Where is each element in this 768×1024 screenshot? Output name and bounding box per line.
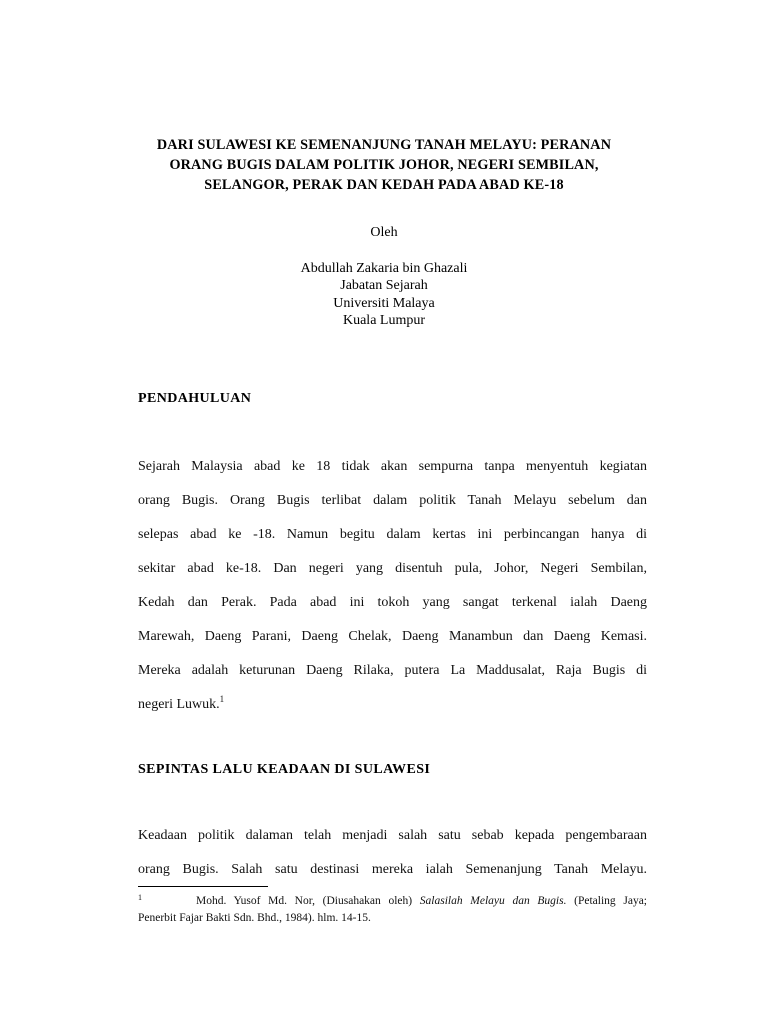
- author-name: Abdullah Zakaria bin Ghazali: [300, 260, 468, 276]
- footnote-line-2: Penerbit Fajar Bakti Sdn. Bhd., 1984). hlm. 14-15.: [138, 912, 371, 924]
- document-title: [120, 135, 648, 195]
- paragraph-line: Marewah, Daeng Parani, Daeng Chelak, Daeng Manambun dan Daeng Kemasi.: [138, 629, 647, 644]
- author-university: Universiti Malaya: [333, 295, 435, 311]
- author-department: Jabatan Sejarah: [340, 278, 428, 293]
- author-city: Kuala Lumpur: [342, 313, 426, 328]
- paragraph-line: orang Bugis. Salah satu destinasi mereka ialah Semenanjung Tanah Melayu.: [138, 862, 647, 877]
- footnote-number: 1: [138, 893, 142, 902]
- section-heading-sulawesi: SEPINTAS LALU KEADAAN DI SULAWESI: [138, 762, 431, 777]
- footnote: [138, 889, 647, 927]
- title-line-2: ORANG BUGIS DALAM POLITIK JOHOR, NEGERI SEMBILAN,: [169, 157, 599, 173]
- section-heading-pendahuluan: PENDAHULUAN: [138, 391, 252, 406]
- paragraph-line: sekitar abad ke-18. Dan negeri yang disentuh pula, Johor, Negeri Sembilan,: [138, 561, 647, 576]
- footnote-text: Mohd. Yusof Md. Nor, (Diusahakan oleh): [196, 895, 420, 907]
- paragraph-line: Mereka adalah keturunan Daeng Rilaka, putera La Maddusalat, Raja Bugis di: [138, 663, 647, 678]
- paragraph-line: orang Bugis. Orang Bugis terlibat dalam politik Tanah Melayu sebelum dan: [138, 493, 647, 508]
- footnote-reference[interactable]: 1: [219, 694, 225, 704]
- paragraph-line: Keadaan politik dalaman telah menjadi salah satu sebab kepada pengembaraan: [138, 828, 647, 843]
- paragraph-line: Kedah dan Perak. Pada abad ini tokoh yang sangat terkenal ialah Daeng: [138, 595, 647, 610]
- paragraph-line: selepas abad ke -18. Namun begitu dalam kertas ini perbincangan hanya di: [138, 527, 647, 542]
- title-line-1: DARI SULAWESI KE SEMENANJUNG TANAH MELAYU: PERANAN: [156, 137, 612, 153]
- footnote-line-1: [138, 889, 647, 910]
- paragraph-sulawesi: [138, 819, 647, 887]
- footnote-book-title: Salasilah Melayu dan Bugis.: [419, 895, 567, 907]
- byline-oleh: Oleh: [370, 225, 398, 240]
- byline: [180, 224, 588, 330]
- title-line-3: SELANGOR, PERAK DAN KEDAH PADA ABAD KE-18: [204, 177, 564, 193]
- paragraph-line-last: [138, 688, 647, 722]
- paragraph-pendahuluan: [138, 450, 647, 722]
- paragraph-line-text: negeri Luwuk.: [138, 697, 220, 712]
- footnote-separator: [138, 886, 268, 887]
- footnote-publisher-start: (Petaling Jaya;: [566, 895, 647, 907]
- paragraph-line: Sejarah Malaysia abad ke 18 tidak akan sempurna tanpa menyentuh kegiatan: [138, 459, 647, 474]
